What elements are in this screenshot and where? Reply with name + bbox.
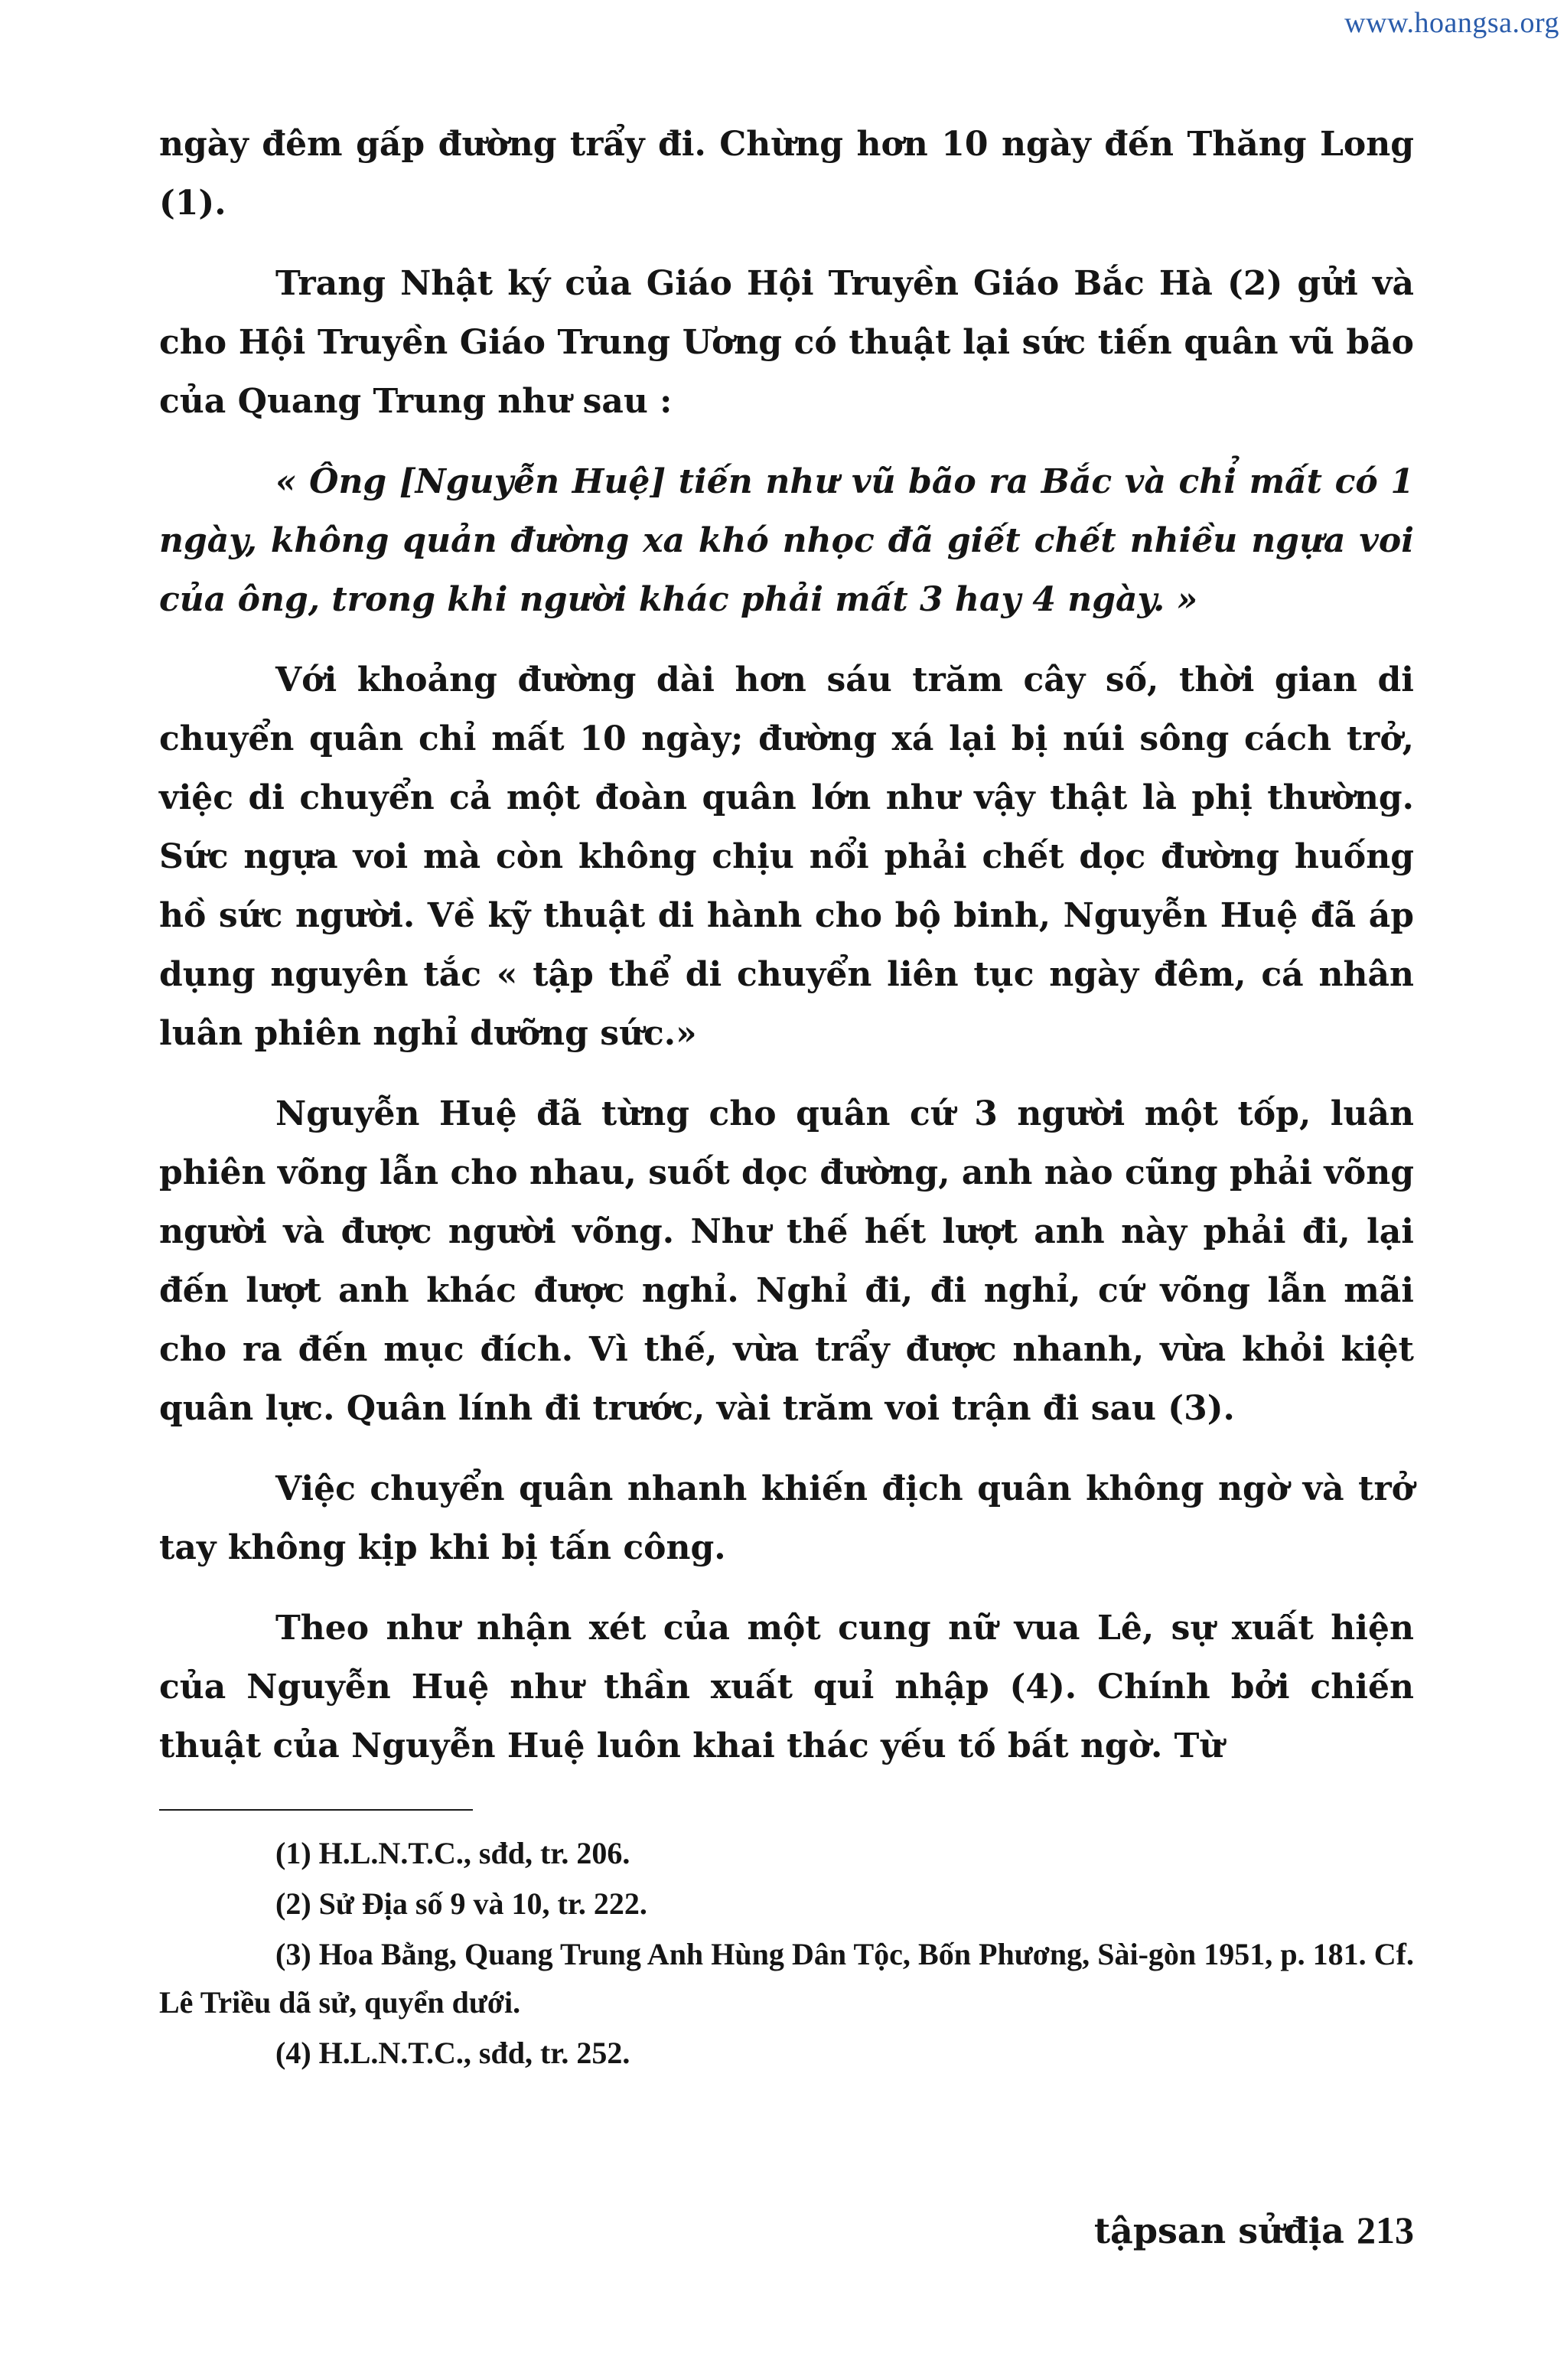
paragraph-2: Trang Nhật ký của Giáo Hội Truyền Giáo Bắc Hà (2) gửi và cho Hội Truyền Giáo Trung Ương có thuật lại sức tiến quân vũ bão của Quang Trung như sau : [159, 264, 1414, 421]
footnote-4: (4) H.L.N.T.C., sđd, tr. 252. [275, 2036, 630, 2070]
paragraph-1: ngày đêm gấp đường trẩy đi. Chừng hơn 10 ngày đến Thăng Long (1). [159, 125, 1414, 223]
footnotes [159, 1829, 1414, 2077]
body-text [159, 115, 1414, 1775]
running-footer [1094, 2208, 1414, 2252]
footnote-2: (2) Sử Địa số 9 và 10, tr. 222. [275, 1886, 647, 1921]
page-number: 213 [1357, 2209, 1414, 2251]
footnote-3: (3) Hoa Bằng, Quang Trung Anh Hùng Dân Tộc, Bốn Phương, Sài-gòn 1951, p. 181. Cf. Lê Triều dã sử, quyển dưới. [159, 1937, 1414, 2020]
watermark-url: www.hoangsa.org [1344, 7, 1559, 39]
paragraph-7: Theo như nhận xét của một cung nữ vua Lê, sự xuất hiện của Nguyễn Huệ như thần xuất quỉ nhập (4). Chính bởi chiến thuật của Nguyễn Huệ luôn khai thác yếu tố bất ngờ. Từ [159, 1609, 1414, 1765]
page-content [159, 115, 1414, 2077]
footnote-1: (1) H.L.N.T.C., sđd, tr. 206. [275, 1836, 630, 1870]
footnote-divider [159, 1809, 473, 1811]
journal-name: tậpsan sửđịa [1093, 2210, 1344, 2251]
paragraph-4: Với khoảng đường dài hơn sáu trăm cây số, thời gian di chuyển quân chỉ mất 10 ngày; đường xá lại bị núi sông cách trở, việc di chuyển cả một đoàn quân lớn như vậy thật là phị thường. Sức ngựa voi mà còn không chịu nổi phải chết dọc đường huống hồ sức người. Về kỹ thuật di hành cho bộ binh, Nguyễn Huệ đã áp dụng nguyên tắc « tập thể di chuyển liên tục ngày đêm, cá nhân luân phiên nghỉ dưỡng sức.» [159, 660, 1414, 1053]
quotation-paragraph: « Ông [Nguyễn Huệ] tiến như vũ bão ra Bắc và chỉ mất có 1 ngày, không quản đường xa khó nhọc đã giết chết nhiều ngựa voi của ông, trong khi người khác phải mất 3 hay 4 ngày. » [159, 462, 1414, 619]
paragraph-6: Việc chuyển quân nhanh khiến địch quân không ngờ và trở tay không kịp khi bị tấn công. [159, 1469, 1414, 1567]
paragraph-5: Nguyễn Huệ đã từng cho quân cứ 3 người một tốp, luân phiên võng lẫn cho nhau, suốt dọc đường, anh nào cũng phải võng người và được người võng. Như thế hết lượt anh này phải đi, lại đến lượt anh khác được nghỉ. Nghỉ đi, đi nghỉ, cứ võng lẫn mãi cho ra đến mục đích. Vì thế, vừa trẩy được nhanh, vừa khỏi kiệt quân lực. Quân lính đi trước, vài trăm voi trận đi sau (3). [159, 1094, 1414, 1428]
